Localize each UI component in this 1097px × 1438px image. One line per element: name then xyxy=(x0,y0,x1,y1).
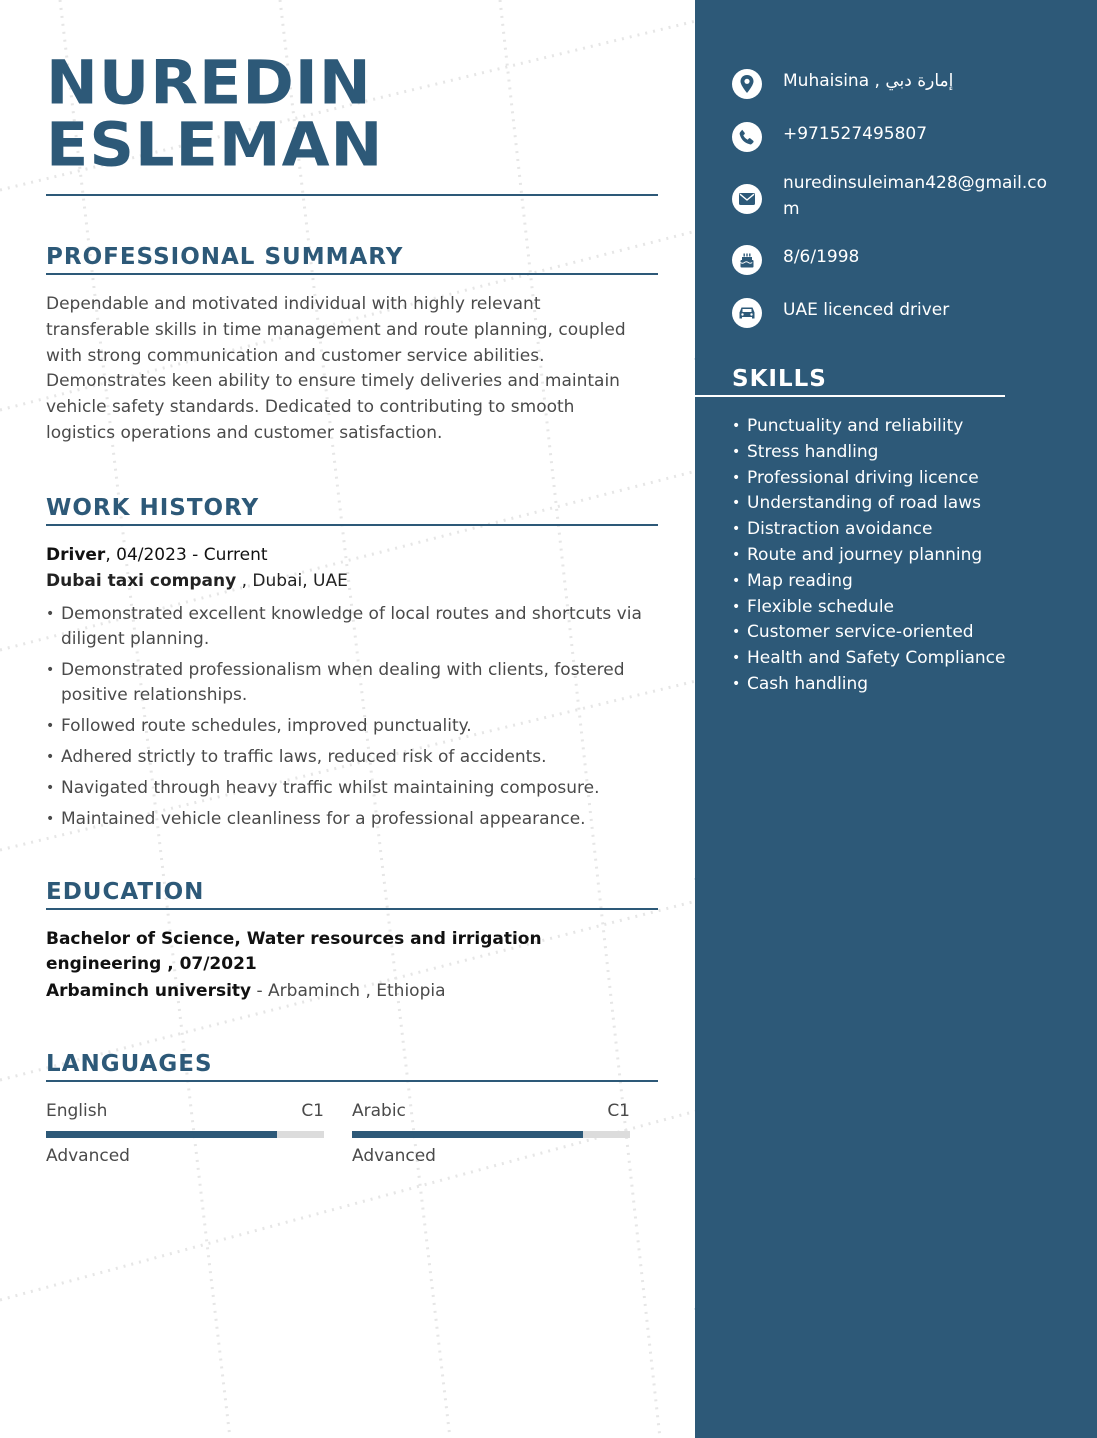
contact-email-text[interactable]: nuredinsuleiman428@gmail.com xyxy=(783,173,1048,219)
list-item: • Professional driving licence xyxy=(732,466,1005,492)
list-item: • Cash handling xyxy=(732,672,1005,698)
job-company: Dubai taxi company xyxy=(46,570,237,591)
summary-divider xyxy=(46,273,658,275)
education-divider xyxy=(46,908,658,910)
summary-heading: PROFESSIONAL SUMMARY xyxy=(46,244,404,270)
contact-email xyxy=(732,170,1062,222)
summary-section xyxy=(46,244,658,447)
language-name: English xyxy=(46,1100,108,1121)
education-heading: EDUCATION xyxy=(46,878,205,905)
language-name: Arabic xyxy=(352,1100,406,1121)
contact-location xyxy=(732,68,1062,99)
language-english xyxy=(46,1100,324,1167)
last-name: ESLEMAN xyxy=(46,108,384,181)
main-column xyxy=(46,46,658,1167)
language-header xyxy=(46,1100,324,1122)
location-pin-icon xyxy=(732,69,762,99)
list-item: • Navigated through heavy traffic whilst maintaining composure. xyxy=(46,776,658,801)
list-item: • Demonstrated professionalism when dealing with clients, fostered positive relationships. xyxy=(46,658,658,708)
list-item: • Map reading xyxy=(732,569,1005,595)
language-bar xyxy=(46,1131,324,1138)
name-divider xyxy=(46,194,658,196)
job-location: , Dubai, UAE xyxy=(236,570,348,591)
skills-heading: SKILLS xyxy=(732,366,827,392)
language-level: Advanced xyxy=(46,1145,130,1166)
skills-divider xyxy=(695,395,1005,397)
list-item: • Demonstrated excellent knowledge of local routes and shortcuts via diligent planning. xyxy=(46,602,658,652)
education-location: - Arbaminch , Ethiopia xyxy=(251,980,446,1001)
job-title-line xyxy=(46,542,658,568)
education-school: Arbaminch university xyxy=(46,980,252,1001)
language-bar-fill xyxy=(352,1131,583,1138)
contact-list xyxy=(732,68,1062,350)
birthday-cake-icon xyxy=(732,245,762,275)
job-bullets xyxy=(46,602,658,832)
languages-section xyxy=(46,1051,658,1167)
education-degree: Bachelor of Science, Water resources and irrigation engineering , 07/2021 xyxy=(46,928,542,975)
contact-location-text: Muhaisina , إمارة دبي xyxy=(783,71,954,91)
contact-dob xyxy=(732,244,1062,275)
languages-list xyxy=(46,1100,658,1167)
list-item: • Adhered strictly to traffic laws, reduced risk of accidents. xyxy=(46,745,658,770)
sidebar xyxy=(695,0,1097,1438)
education-section xyxy=(46,879,658,1004)
list-item: • Flexible schedule xyxy=(732,595,1005,621)
list-item: • Route and journey planning xyxy=(732,543,1005,569)
list-item: • Health and Safety Compliance xyxy=(732,646,1005,672)
language-code: C1 xyxy=(301,1100,324,1121)
list-item: • Stress handling xyxy=(732,440,1005,466)
car-icon xyxy=(732,298,762,328)
list-item: • Maintained vehicle cleanliness for a professional appearance. xyxy=(46,807,658,832)
job-company-line xyxy=(46,568,658,594)
language-header xyxy=(352,1100,630,1122)
contact-license-text: UAE licenced driver xyxy=(783,300,950,320)
language-level: Advanced xyxy=(352,1145,436,1166)
work-section xyxy=(46,495,658,832)
contact-phone xyxy=(732,121,1062,152)
phone-icon xyxy=(732,122,762,152)
languages-divider xyxy=(46,1080,658,1082)
education-school-line xyxy=(46,978,658,1004)
list-item: • Customer service-oriented xyxy=(732,620,1005,646)
job-title: Driver xyxy=(46,544,106,565)
languages-heading: LANGUAGES xyxy=(46,1050,213,1077)
list-item: • Understanding of road laws xyxy=(732,491,1005,517)
language-bar xyxy=(352,1131,630,1138)
contact-dob-text: 8/6/1998 xyxy=(783,247,860,267)
list-item: • Distraction avoidance xyxy=(732,517,1005,543)
language-code: C1 xyxy=(607,1100,630,1121)
envelope-icon xyxy=(732,184,762,214)
summary-text: Dependable and motivated individual with highly relevant transferable skills in time management and route planning, coupled with strong communication and customer service abilities. Demonstrates keen ability to ensure timely deliveries and maintain vehicle safety standards. Dedicated to contributing to smooth logistics operations and customer satisfaction. xyxy=(46,294,626,443)
list-item: • Followed route schedules, improved punctuality. xyxy=(46,714,658,739)
list-item: • Punctuality and reliability xyxy=(732,414,1005,440)
contact-phone-text[interactable]: +971527495807 xyxy=(783,124,928,144)
work-heading: WORK HISTORY xyxy=(46,494,260,521)
work-divider xyxy=(46,524,658,526)
skills-list xyxy=(732,414,1005,698)
job-dates: , 04/2023 - Current xyxy=(105,544,268,565)
language-arabic xyxy=(352,1100,630,1167)
first-name: NUREDIN xyxy=(46,46,372,119)
language-bar-fill xyxy=(46,1131,277,1138)
contact-license xyxy=(732,297,1062,328)
